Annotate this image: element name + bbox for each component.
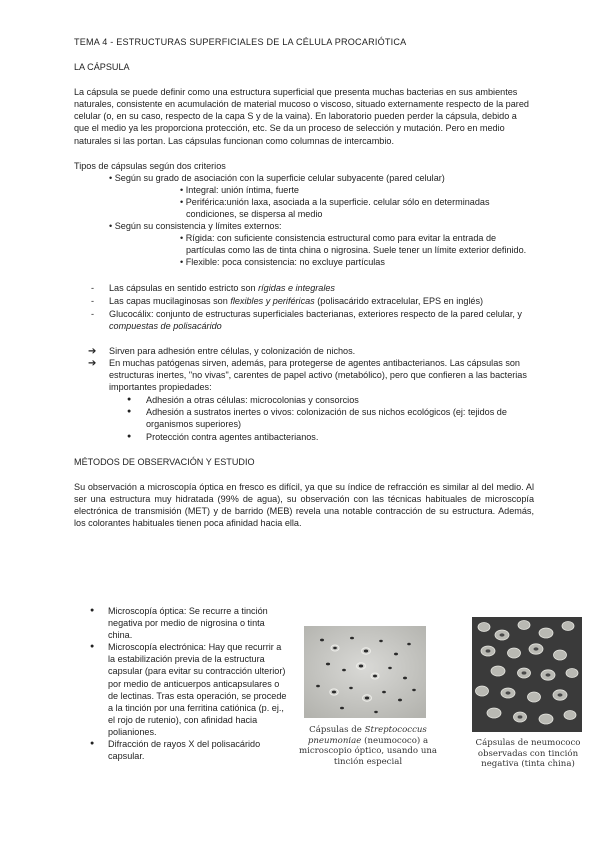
definition-glucocalix-text: Glucocálix: conjunto de estructuras superficiales bacterianas, exteriores respecto de la pared celular, y	[109, 308, 522, 319]
property-item: ● Adhesión a otras células: microcolonias y consorcios	[109, 394, 534, 406]
methods-list	[90, 605, 290, 762]
section-heading-capsula: LA CÁPSULA	[74, 62, 130, 73]
definition-glucocalix	[74, 308, 534, 332]
intro-paragraph: La cápsula se puede definir como una estructura superficial que presenta muchas bacterias en sus ambientes naturales, consistente en acumulación de material mucoso o viscoso, situado externamente respecto de la pared celular (o, en su caso, respecto de la capa S y de la vaina). En laboratorio pueden perder la cápsula, debido a que el medio ya les proporciona protección, etc. Se da un proceso de selección y mutación. Pero en medio naturales si las portan. Las cápsulas funcionan como columnas de intercambio.	[74, 87, 529, 146]
method-item: ● Microscopía óptica: Se recurre a tinción negativa por medio de nigrosina o tinta china.	[90, 605, 290, 641]
observation-paragraph: Su observación a microscopía óptica en fresco es difícil, ya que su índice de refracción es similar al del medio. Al ser una estructura muy hidratada (99% de agua), su observación con las técnicas habituales de microscopía electrónica de transmisión (MET) y de barrido (MEB) revela una notable contracción de su estructura. Además, los colorantes habituales tienen poca afinidad hacia ella.	[74, 481, 534, 528]
property-item: ● Adhesión a sustratos inertes o vivos: colonización de sus nichos ecológicos (ej: tejidos de organismos superiores)	[109, 406, 534, 430]
definition-capas-rest: (polisacárido extracelular, EPS en inglés)	[314, 295, 484, 306]
pneumococcus-negative-stain	[472, 617, 582, 732]
figure1-caption-a: Cápsulas de	[309, 725, 365, 735]
subitem-integral: • Integral: unión íntima, fuerte	[180, 184, 534, 196]
document-page	[74, 36, 534, 529]
figure1-caption-b: (neumococo) a microscopio óptico, usando una tinción especial	[298, 735, 438, 767]
subitem-periferica: • Periférica:unión laxa, asociada a la superficie. celular sólo en determinadas condiciones, se dispersa al medio	[180, 196, 534, 220]
document-title: TEMA 4 - ESTRUCTURAS SUPERFICIALES DE LA CÉLULA PROCARIÓTICA	[74, 37, 407, 47]
definition-capas-mucilaginosas	[74, 295, 534, 307]
definition-capsulas	[74, 282, 534, 294]
streptococcus-micrograph	[304, 626, 426, 718]
definition-capsulas-emphasis: rígidas e integrales	[258, 282, 335, 293]
criterion-association	[109, 172, 534, 220]
definition-capas-emphasis: flexibles y periféricas	[230, 295, 315, 306]
figure1-caption-species: Streptococcus pneumoniae	[307, 725, 427, 746]
figure2-caption: Cápsulas de neumococo observadas con tinción negativa (tinta china)	[475, 738, 581, 770]
subitem-flexible: • Flexible: poca consistencia: no excluye partículas	[180, 256, 534, 268]
figure1-caption	[298, 725, 438, 768]
types-heading: Tipos de cápsulas según dos criterios	[74, 160, 226, 171]
method-item: ● Difracción de rayos X del polisacárido capsular.	[90, 738, 290, 762]
property-item: ● Protección contra agentes antibacterianos.	[109, 431, 534, 443]
functions-list	[74, 345, 534, 393]
method-item: ● Microscopía electrónica: Hay que recurrir a la estabilización previa de la estructura capsular (para evitar su contracción ulterior) por medio de anticuerpos anticapsulares o de lectinas. Tras esta operación, se procede a la tinción por una ferritina catiónica (p. ej., el rojo de rutenio), con afinidad hacia polianiones.	[90, 641, 290, 738]
criterion-association-text: Según su grado de asociación con la superficie celular subyacente (pared celular)	[114, 172, 445, 183]
criterion-consistency-text: Según su consistencia y límites externos:	[114, 221, 282, 232]
function-protection-text: En muchas patógenas sirven, además, para protegerse de agentes antibacterianos. Las cápsulas son estructuras inertes, "no vivas", carentes de papel activo (metabólico), pero que confieren a las bacterias importantes propiedades:	[109, 357, 527, 393]
criteria-list	[74, 172, 534, 269]
criterion-consistency	[109, 220, 534, 268]
definitions-list	[74, 282, 534, 332]
consistency-subitems	[143, 232, 534, 268]
section-heading-metodos: MÉTODOS DE OBSERVACIÓN Y ESTUDIO	[74, 456, 255, 467]
function-protection	[74, 357, 534, 393]
definition-capas-text: Las capas mucilaginosas son	[109, 295, 231, 306]
function-adhesion: ➔ Sirven para adhesión entre células, y colonización de nichos.	[74, 345, 534, 357]
definition-capsulas-text: Las cápsulas en sentido estricto son	[109, 282, 259, 293]
association-subitems	[143, 184, 534, 220]
subitem-rigida: • Rígida: con suficiente consistencia estructural como para evitar la entrada de partículas como las de tinta china o nigrosina. Suele tener un límite exterior definido.	[180, 232, 534, 256]
properties-list	[74, 394, 534, 442]
definition-glucocalix-emphasis: compuestas de polisacárido	[109, 320, 222, 331]
